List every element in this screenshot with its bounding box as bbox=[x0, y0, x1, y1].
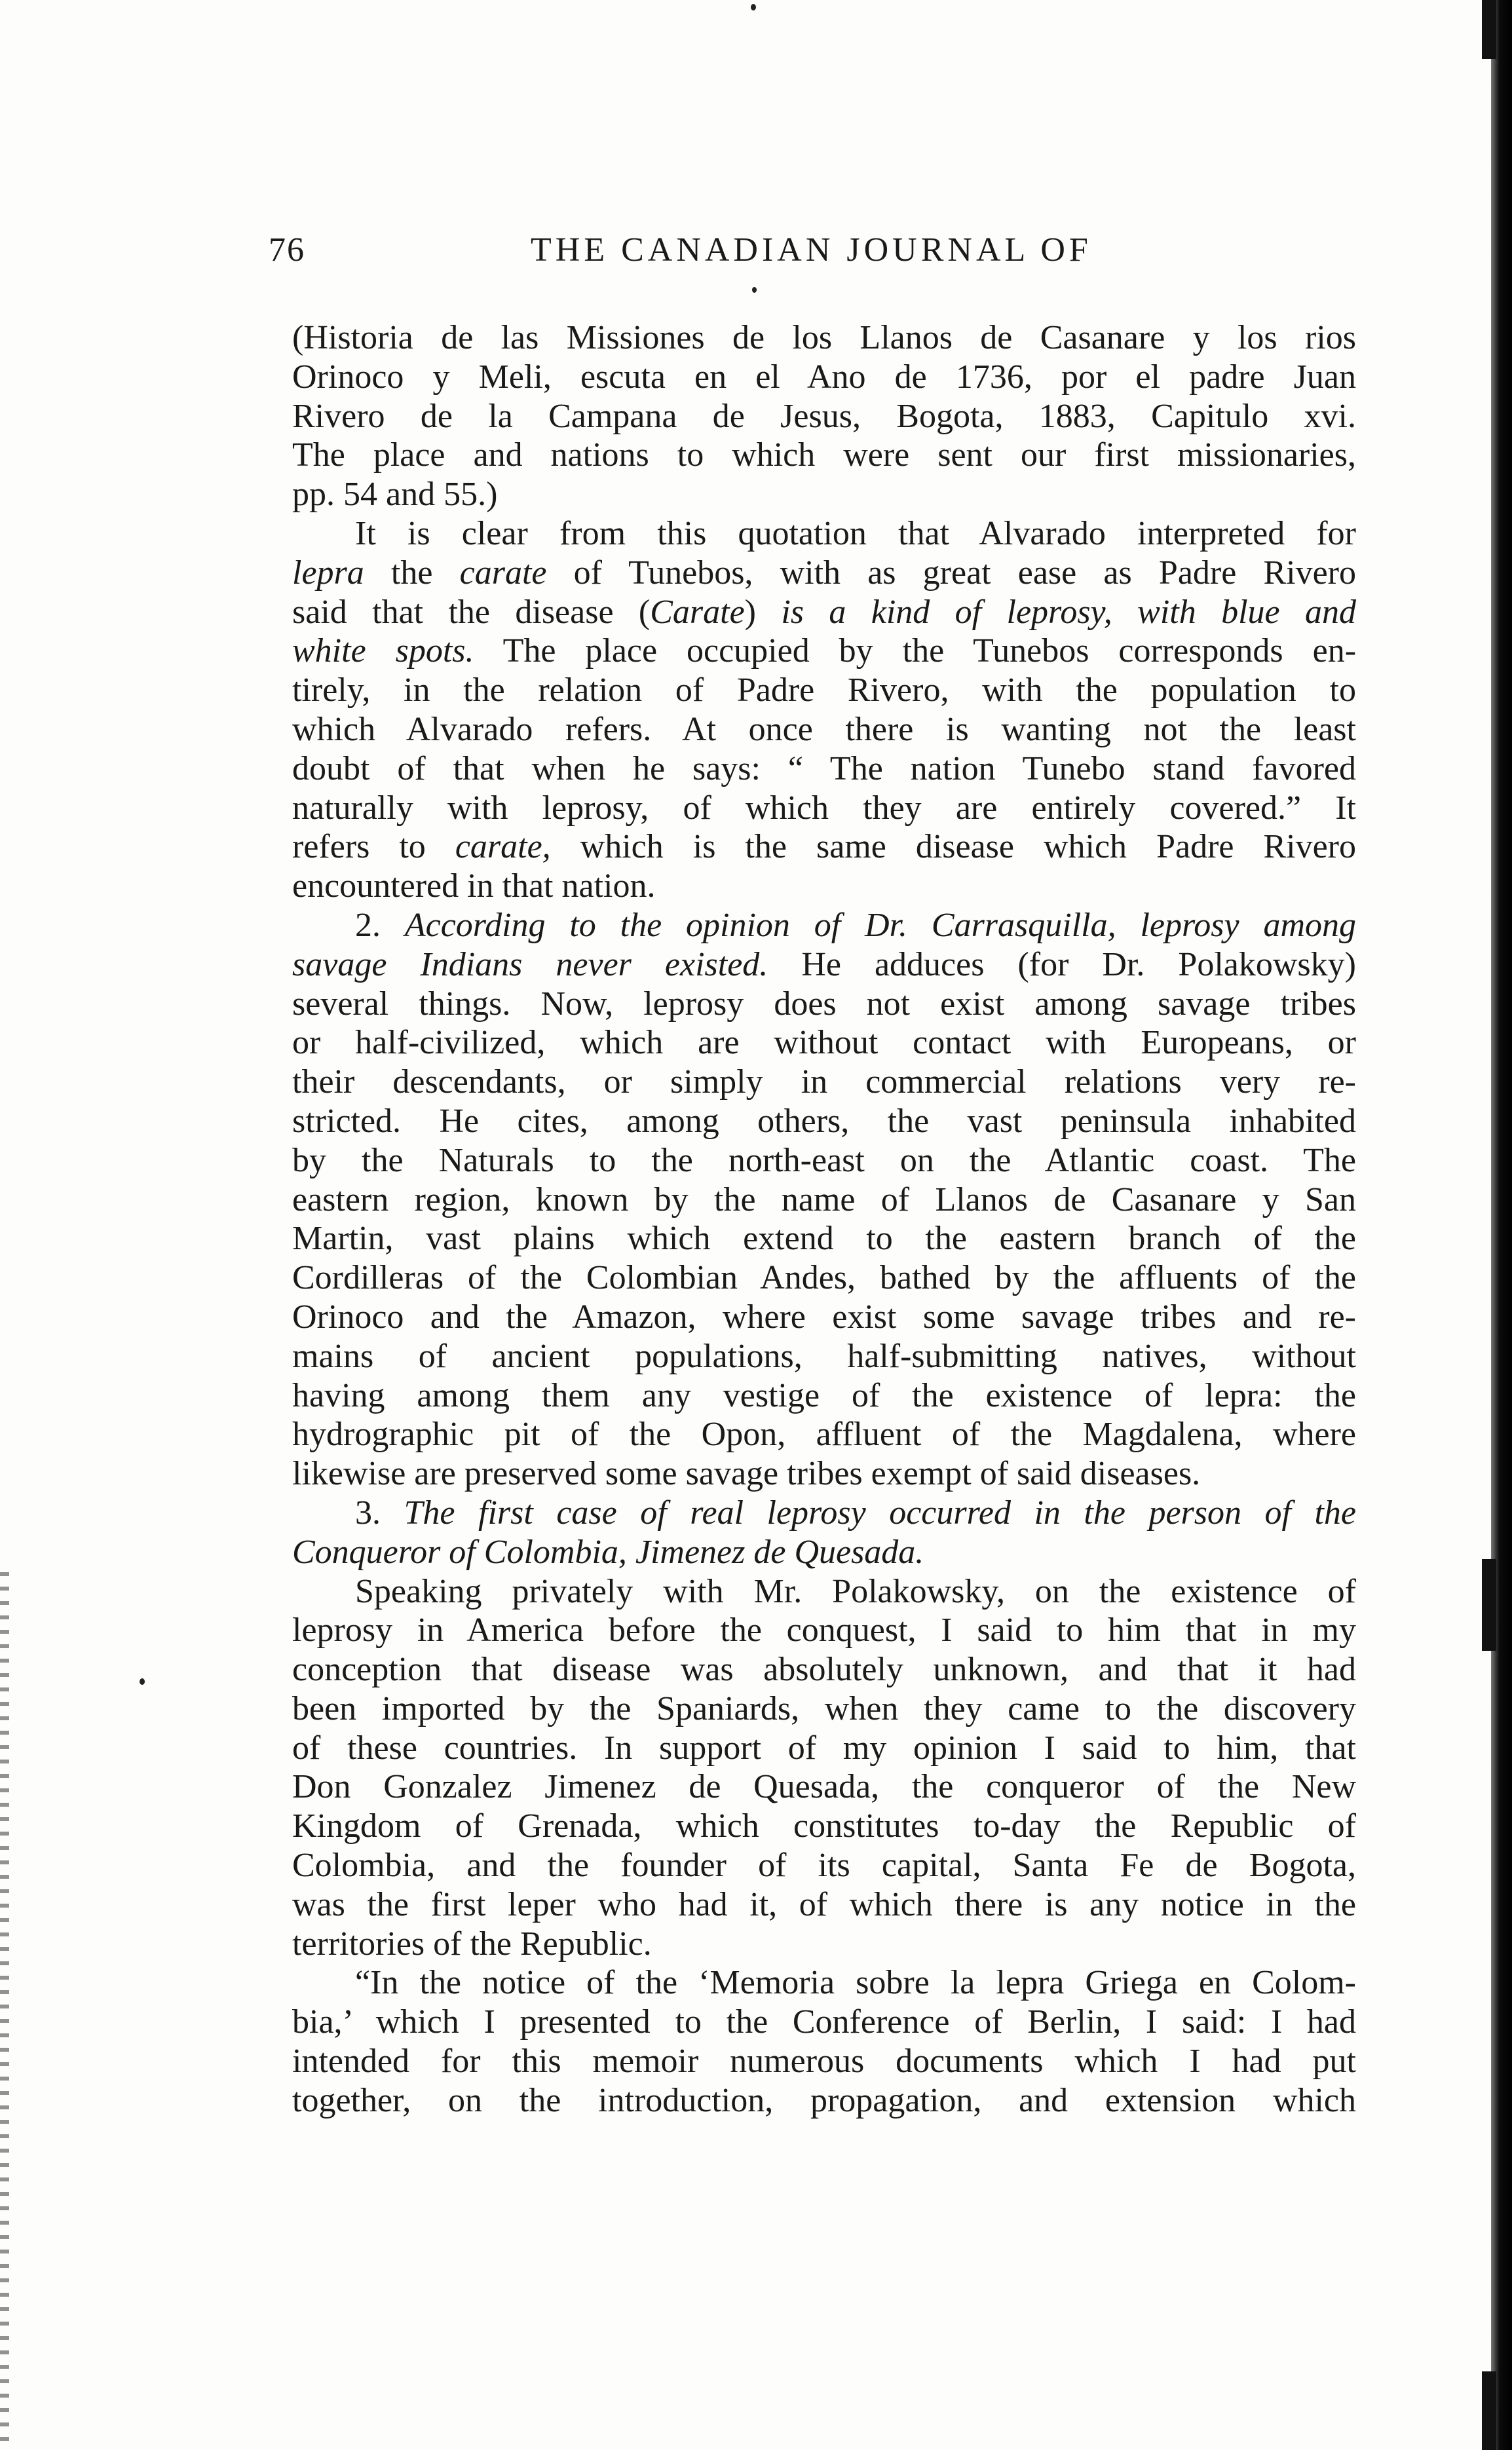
page-number: 76 bbox=[269, 231, 305, 269]
text-segment: Don Gonzalez Jimenez de Quesada, the conqueror of the New bbox=[292, 1768, 1356, 1806]
text-segment: The place occupied by the Tunebos corresponds en- bbox=[474, 632, 1357, 670]
text-line bbox=[292, 1219, 1356, 1258]
italic-text: carate, bbox=[455, 828, 551, 866]
text-line bbox=[292, 318, 1356, 358]
scan-left-edge bbox=[0, 1572, 9, 2450]
italic-text: white spots. bbox=[292, 632, 474, 670]
text-segment: conception that disease was absolutely unknown, and that it had bbox=[292, 1651, 1356, 1689]
italic-text: savage Indians never existed. bbox=[292, 945, 768, 983]
text-segment: Orinoco and the Amazon, where exist some savage tribes and re- bbox=[292, 1298, 1356, 1336]
text-segment: eastern region, known by the name of Llanos de Casanare y San bbox=[292, 1180, 1356, 1218]
text-line bbox=[292, 1846, 1356, 1885]
text-segment: by the Naturals to the north-east on the Atlantic coast. The bbox=[292, 1141, 1356, 1179]
text-line bbox=[292, 1689, 1356, 1729]
binding-edge bbox=[1491, 0, 1512, 2450]
text-segment: their descendants, or simply in commercial relations very re- bbox=[292, 1063, 1356, 1101]
text-segment: 3. bbox=[355, 1494, 404, 1532]
binding-edge-notch bbox=[1482, 1559, 1496, 1651]
scan-speck bbox=[140, 1678, 145, 1685]
text-line bbox=[292, 1650, 1356, 1689]
text-line bbox=[292, 945, 1356, 985]
text-segment: of Tunebos, with as great ease as Padre Rivero bbox=[546, 554, 1356, 592]
text-segment: of these countries. In support of my opinion I said to him, that bbox=[292, 1729, 1356, 1767]
binding-edge-notch bbox=[1482, 0, 1496, 59]
italic-text: The first case of real leprosy occurred in the person of the bbox=[404, 1494, 1357, 1532]
text-segment: having among them any vestige of the existence of lepra: the bbox=[292, 1376, 1356, 1414]
text-line bbox=[292, 2081, 1356, 2120]
text-line bbox=[292, 1572, 1356, 1611]
text-line bbox=[292, 827, 1356, 867]
text-segment: Martin, vast plains which extend to the eastern branch of the bbox=[292, 1220, 1356, 1258]
text-line bbox=[292, 1807, 1356, 1846]
text-segment: been imported by the Spaniards, when they came to the discovery bbox=[292, 1689, 1356, 1727]
text-line bbox=[292, 1141, 1356, 1180]
text-segment: leprosy in America before the conquest, I said to him that in my bbox=[292, 1611, 1356, 1649]
text-segment: stricted. He cites, among others, the vast peninsula inhabited bbox=[292, 1102, 1356, 1140]
text-segment: Speaking privately with Mr. Polakowsky, on the existence of bbox=[355, 1572, 1356, 1610]
text-line bbox=[292, 1258, 1356, 1298]
text-segment: “In the notice of the ‘Memoria sobre la lepra Griega en Colom- bbox=[355, 1964, 1356, 2002]
text-line bbox=[292, 906, 1356, 945]
text-line bbox=[292, 710, 1356, 749]
text-line bbox=[292, 1494, 1356, 1533]
text-line bbox=[292, 1063, 1356, 1102]
text-segment: Colombia, and the founder of its capital, Santa Fe de Bogota, bbox=[292, 1847, 1356, 1885]
text-line bbox=[292, 789, 1356, 828]
italic-text: lepra bbox=[292, 554, 364, 592]
text-line bbox=[292, 985, 1356, 1024]
text-line bbox=[292, 593, 1356, 632]
text-segment: ) bbox=[744, 593, 782, 631]
scan-speck bbox=[751, 4, 756, 10]
text-segment: several things. Now, leprosy does not exist among savage tribes bbox=[292, 985, 1356, 1023]
text-line bbox=[292, 1533, 1356, 1572]
text-line bbox=[292, 2003, 1356, 2042]
binding-edge-notch bbox=[1482, 2371, 1496, 2450]
italic-text: According to the opinion of Dr. Carrasquilla, leprosy among bbox=[404, 906, 1356, 944]
text-segment: encountered in that nation. bbox=[292, 867, 656, 905]
italic-text: Carate bbox=[650, 593, 745, 631]
text-line bbox=[292, 436, 1356, 475]
text-line bbox=[292, 1102, 1356, 1141]
scan-speck bbox=[752, 287, 757, 293]
text-line bbox=[292, 671, 1356, 710]
text-line bbox=[292, 1454, 1356, 1494]
text-line bbox=[292, 1023, 1356, 1063]
text-segment: or half-civilized, which are without contact with Europeans, or bbox=[292, 1024, 1356, 1062]
text-line bbox=[292, 1963, 1356, 2003]
text-segment: bia,’ which I presented to the Conference of Berlin, I said: I had bbox=[292, 2003, 1356, 2041]
body-text bbox=[292, 318, 1356, 2120]
text-line bbox=[292, 1611, 1356, 1650]
text-segment: naturally with leprosy, of which they are entirely covered.” It bbox=[292, 789, 1356, 827]
text-segment: likewise are preserved some savage tribes exempt of said diseases. bbox=[292, 1455, 1201, 1493]
text-segment: together, on the introduction, propagation, and extension which bbox=[292, 2081, 1356, 2119]
text-line bbox=[292, 1885, 1356, 1925]
text-segment: 2. bbox=[355, 906, 405, 944]
running-head bbox=[269, 231, 1356, 276]
text-line bbox=[292, 1376, 1356, 1416]
text-line bbox=[292, 867, 1356, 906]
italic-text: Conqueror of Colombia, Jimenez de Quesada. bbox=[292, 1533, 924, 1571]
text-line bbox=[292, 1337, 1356, 1376]
text-segment: The place and nations to which were sent our first missionaries, bbox=[292, 436, 1356, 474]
text-segment: refers to bbox=[292, 828, 455, 866]
italic-text: carate bbox=[459, 554, 547, 592]
text-line bbox=[292, 631, 1356, 671]
text-segment: territories of the Republic. bbox=[292, 1925, 652, 1963]
text-line bbox=[292, 1180, 1356, 1220]
text-line bbox=[292, 475, 1356, 514]
text-line bbox=[292, 1298, 1356, 1337]
text-segment: the bbox=[364, 554, 460, 592]
text-segment: It is clear from this quotation that Alvarado interpreted for bbox=[355, 514, 1356, 552]
text-segment: which is the same disease which Padre Rivero bbox=[550, 828, 1356, 866]
text-line bbox=[292, 1925, 1356, 1964]
text-segment: (Historia de las Missiones de los Llanos de Casanare y los rios bbox=[292, 319, 1356, 356]
text-segment: pp. 54 and 55.) bbox=[292, 476, 498, 514]
text-line bbox=[292, 554, 1356, 593]
text-segment: was the first leper who had it, of which there is any notice in the bbox=[292, 1885, 1356, 1923]
text-segment: Kingdom of Grenada, which constitutes to-day the Republic of bbox=[292, 1807, 1356, 1845]
text-segment: He adduces (for Dr. Polakowsky) bbox=[768, 945, 1356, 983]
text-segment: doubt of that when he says: “ The nation Tunebo stand favored bbox=[292, 749, 1356, 787]
text-line bbox=[292, 2042, 1356, 2081]
text-line bbox=[292, 749, 1356, 789]
text-segment: intended for this memoir numerous documents which I had put bbox=[292, 2043, 1356, 2081]
text-line bbox=[292, 358, 1356, 397]
text-segment: mains of ancient populations, half-submitting natives, without bbox=[292, 1337, 1356, 1375]
text-line bbox=[292, 514, 1356, 554]
text-segment: which Alvarado refers. At once there is wanting not the least bbox=[292, 710, 1356, 748]
italic-text: is a kind of leprosy, with blue and bbox=[781, 593, 1356, 631]
text-segment: Rivero de la Campana de Jesus, Bogota, 1883, Capitulo xvi. bbox=[292, 397, 1356, 435]
text-segment: hydrographic pit of the Opon, affluent of the Magdalena, where bbox=[292, 1416, 1356, 1454]
text-segment: Orinoco y Meli, escuta en el Ano de 1736, por el padre Juan bbox=[292, 358, 1356, 396]
journal-title: THE CANADIAN JOURNAL OF bbox=[531, 231, 1092, 269]
text-line bbox=[292, 397, 1356, 436]
text-line bbox=[292, 1729, 1356, 1768]
text-segment: said that the disease ( bbox=[292, 593, 651, 631]
text-segment: Cordilleras of the Colombian Andes, bathed by the affluents of the bbox=[292, 1259, 1356, 1297]
text-segment: tirely, in the relation of Padre Rivero, with the population to bbox=[292, 671, 1356, 709]
text-line bbox=[292, 1767, 1356, 1807]
text-line bbox=[292, 1415, 1356, 1454]
